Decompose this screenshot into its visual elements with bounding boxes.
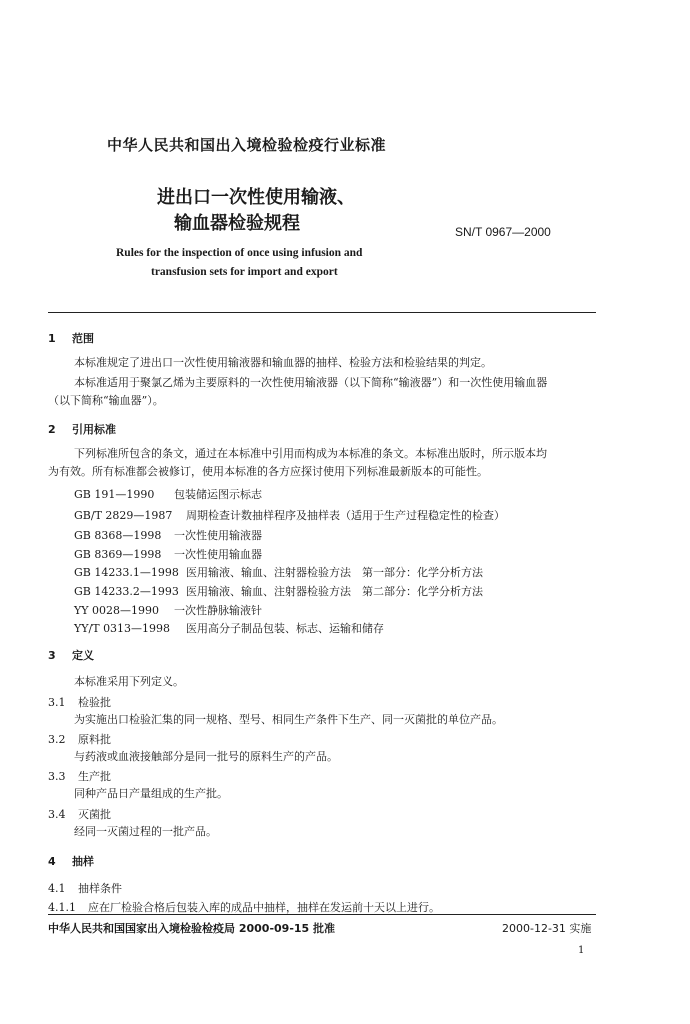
paragraph: 本标准采用下列定义。 (74, 675, 184, 688)
reference-code: GB 191—1990 (74, 488, 155, 501)
section-number: 2 (48, 423, 56, 436)
term-label: 检验批 (78, 696, 111, 709)
paragraph: 本标准规定了进出口一次性使用输液器和输血器的抽样、检验方法和检验结果的判定。 (74, 356, 492, 369)
reference-title: 周期检查计数抽样程序及抽样表（适用于生产过程稳定性的检查） (186, 509, 505, 522)
reference-code: GB 8368—1998 (74, 529, 162, 542)
definition-term (48, 806, 111, 822)
clause-text: 应在厂检验合格后包装入库的成品中抽样，抽样在发运前十天以上进行。 (88, 901, 440, 914)
subsection-number: 4.1 (48, 882, 66, 895)
reference-title: 医用输液、输血、注射器检验方法 第二部分：化学分析方法 (186, 585, 483, 598)
clause-number: 4.1.1 (48, 901, 76, 914)
subsection-heading (48, 880, 122, 896)
reference-code: GB 14233.1—1998 (74, 566, 179, 579)
english-title-line2: transfusion sets for import and export (151, 266, 338, 278)
reference-item (74, 583, 483, 599)
paragraph: 本标准适用于聚氯乙烯为主要原料的一次性使用输液器（以下简称“输液器”）和一次性使用输血器 (74, 376, 548, 389)
reference-code: GB 14233.2—1993 (74, 585, 179, 598)
reference-title: 一次性静脉输液针 (174, 604, 262, 617)
reference-item (74, 564, 483, 580)
reference-item (74, 620, 384, 636)
definition-number: 3.2 (48, 733, 66, 746)
reference-item (74, 507, 505, 523)
document-title-line2: 输血器检验规程 (174, 213, 300, 234)
section-title: 定义 (72, 649, 94, 662)
section-title: 抽样 (72, 855, 94, 868)
definition-number: 3.3 (48, 770, 66, 783)
reference-item (74, 486, 262, 502)
standard-code: SN/T 0967—2000 (455, 225, 551, 239)
footer-divider (48, 914, 596, 915)
definition-text: 经同一灭菌过程的一批产品。 (74, 825, 217, 838)
reference-title: 医用高分子制品包装、标志、运输和储存 (186, 622, 384, 635)
definition-term (48, 768, 111, 784)
reference-item (74, 602, 262, 618)
header-divider (48, 312, 596, 313)
issuing-organization: 中华人民共和国出入境检验检疫行业标准 (107, 136, 387, 154)
page-number: 1 (578, 945, 585, 956)
reference-code: YY/T 0313—1998 (74, 622, 171, 635)
section-4-heading (48, 853, 94, 869)
approval-statement: 中华人民共和国国家出入境检验检疫局 2000-09-15 批准 (48, 922, 336, 935)
reference-code: GB/T 2829—1987 (74, 509, 173, 522)
reference-item (74, 527, 262, 543)
english-title-line1: Rules for the inspection of once using infusion and (116, 247, 363, 259)
definition-term (48, 731, 111, 747)
definition-term (48, 694, 111, 710)
reference-title: 包装储运图示标志 (174, 488, 262, 501)
reference-title: 医用输液、输血、注射器检验方法 第一部分：化学分析方法 (186, 566, 483, 579)
section-title: 范围 (72, 332, 94, 345)
document-title-line1: 进出口一次性使用输液、 (157, 187, 355, 208)
reference-code: GB 8369—1998 (74, 548, 162, 561)
section-1-heading (48, 330, 94, 346)
section-title: 引用标准 (72, 423, 116, 436)
paragraph: （以下简称“输血器”）。 (48, 394, 164, 407)
term-label: 灭菌批 (78, 808, 111, 821)
definition-number: 3.1 (48, 696, 66, 709)
reference-title: 一次性使用输液器 (174, 529, 262, 542)
definition-number: 3.4 (48, 808, 66, 821)
section-number: 3 (48, 649, 56, 662)
definition-text: 同种产品日产量组成的生产批。 (74, 787, 228, 800)
section-number: 4 (48, 855, 56, 868)
paragraph: 下列标准所包含的条文，通过在本标准中引用而构成为本标准的条文。本标准出版时，所示版本均 (74, 447, 547, 460)
implementation-date: 2000-12-31 实施 (502, 922, 592, 935)
reference-title: 一次性使用输血器 (174, 548, 262, 561)
reference-item (74, 546, 262, 562)
section-2-heading (48, 421, 116, 437)
reference-code: YY 0028—1990 (74, 604, 160, 617)
subsection-title: 抽样条件 (78, 882, 122, 895)
definition-text: 与药液或血液接触部分是同一批号的原料生产的产品。 (74, 750, 338, 763)
clause (48, 899, 440, 915)
term-label: 生产批 (78, 770, 111, 783)
paragraph: 为有效。所有标准都会被修订，使用本标准的各方应探讨使用下列标准最新版本的可能性。 (48, 465, 488, 478)
section-3-heading (48, 647, 94, 663)
definition-text: 为实施出口检验汇集的同一规格、型号、相同生产条件下生产、同一灭菌批的单位产品。 (74, 713, 503, 726)
term-label: 原料批 (78, 733, 111, 746)
section-number: 1 (48, 332, 56, 345)
